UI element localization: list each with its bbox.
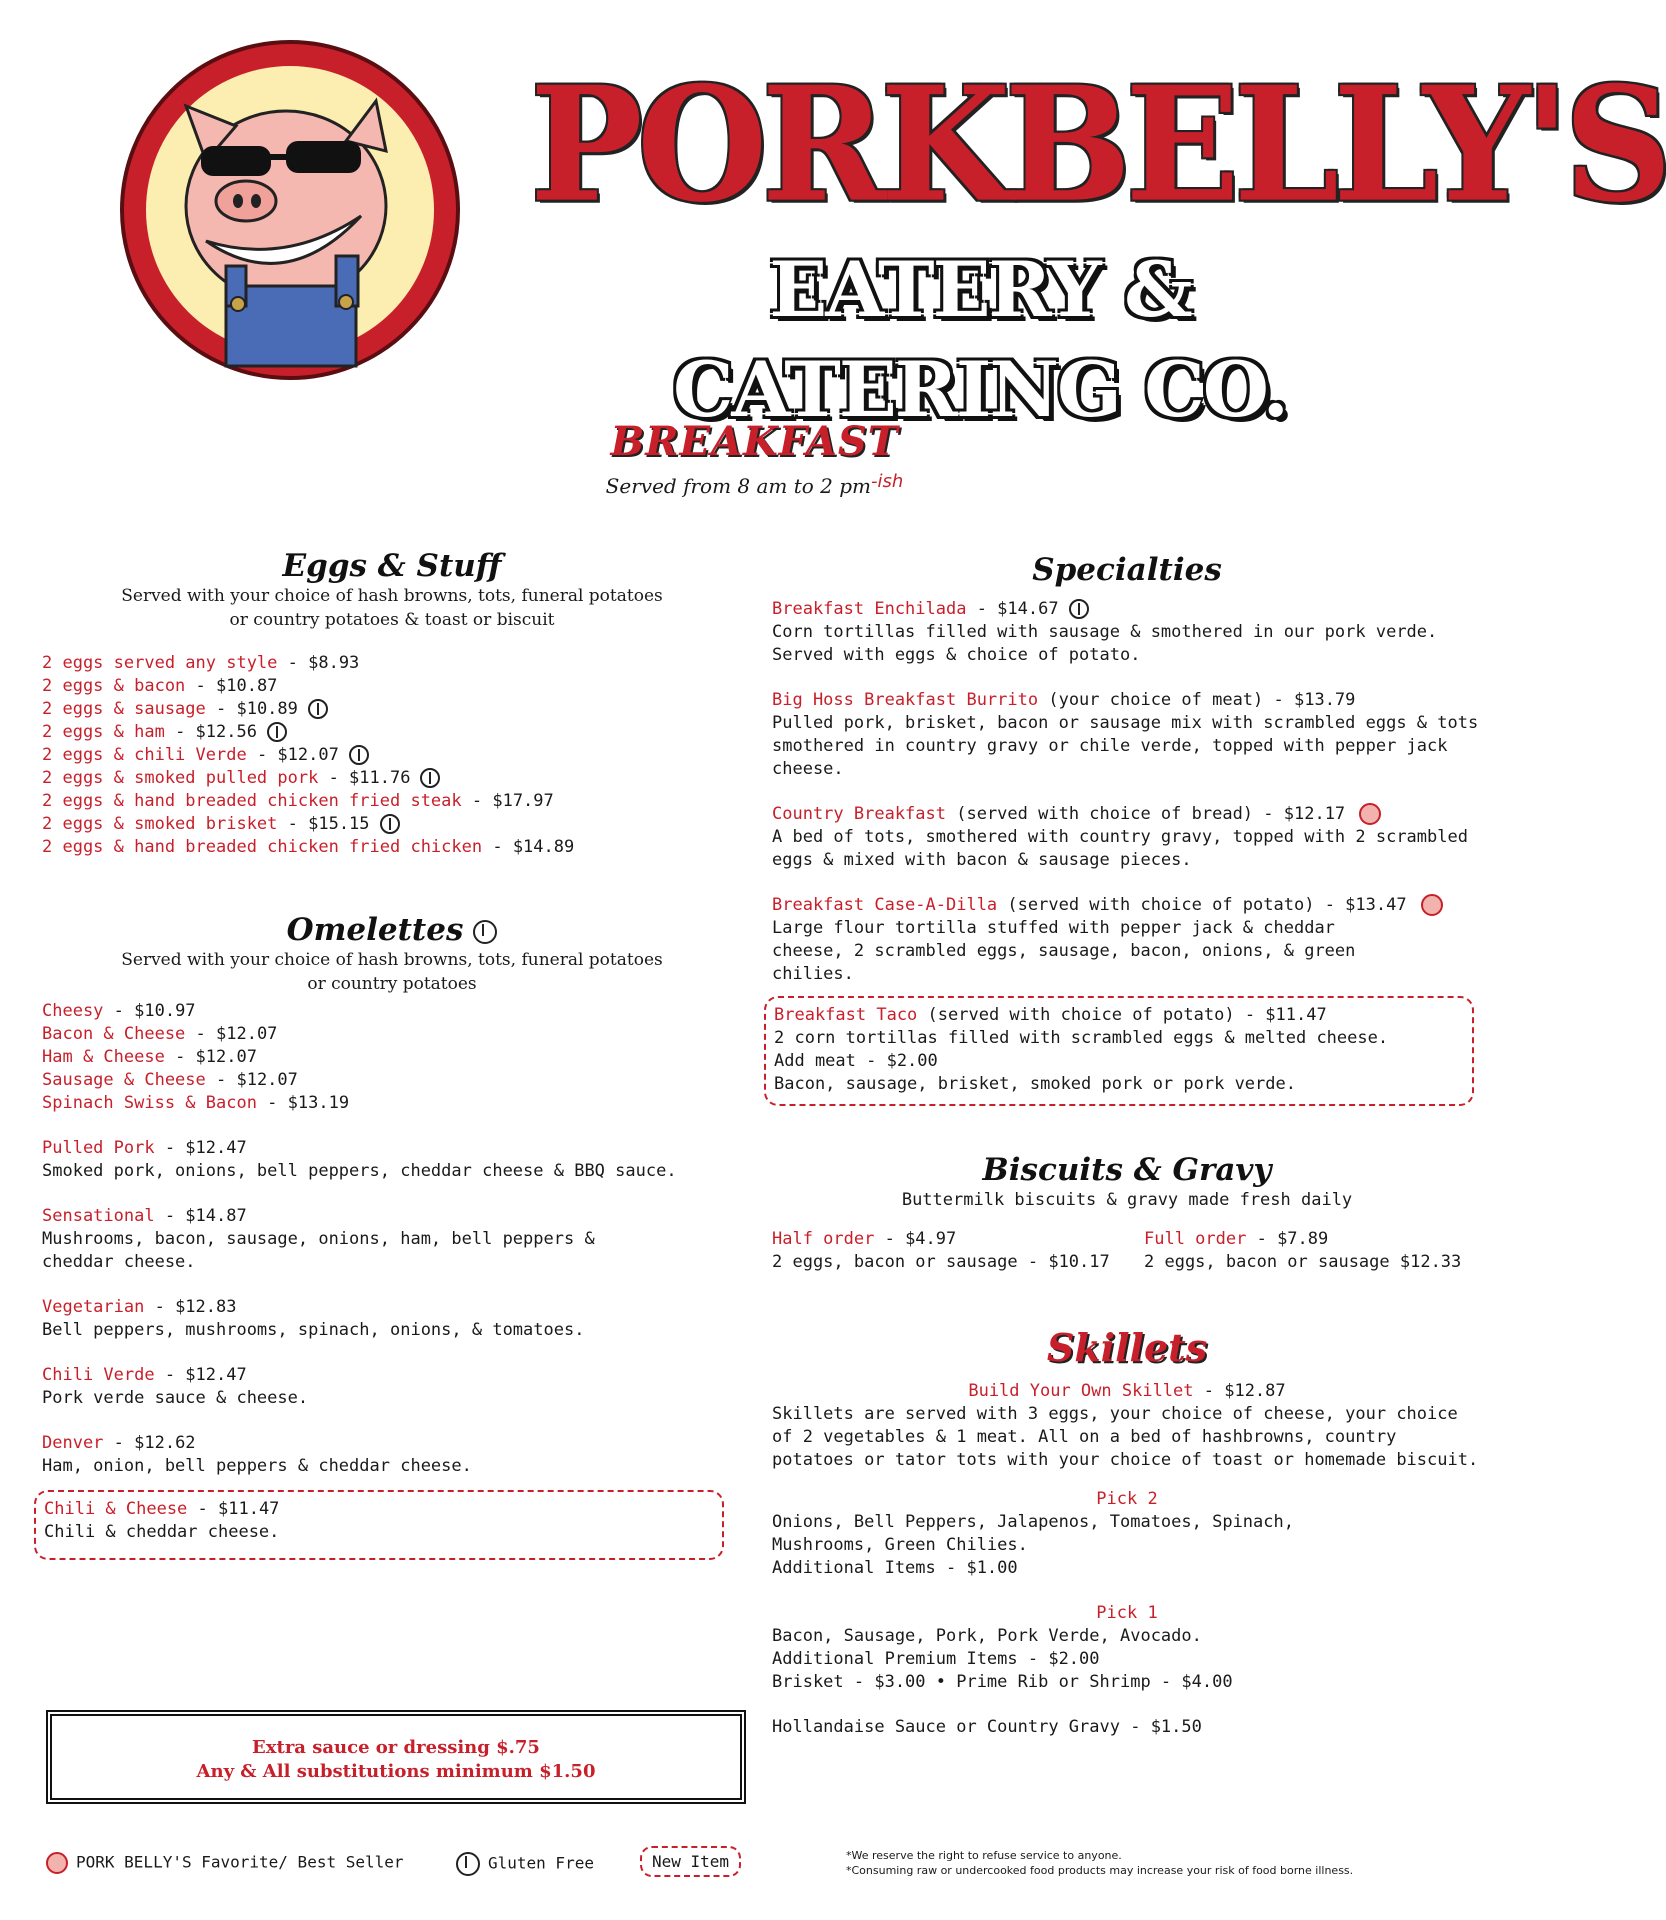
subtitle-line: Served with your choice of hash browns, tots, funeral potatoes xyxy=(121,586,663,606)
item-name: Chili Verde xyxy=(42,1365,155,1385)
sauce-line: Hollandaise Sauce or Country Gravy - $1.50 xyxy=(772,1717,1202,1737)
item-price: - $14.87 xyxy=(154,1206,247,1226)
item-addon-description: Bacon, sausage, brisket, smoked pork or pork verde. xyxy=(774,1074,1296,1094)
section-title: Skillets xyxy=(1046,1325,1208,1370)
disclaimer xyxy=(846,1848,1486,1878)
pick2-line: Additional Items - $1.00 xyxy=(772,1558,1018,1578)
menu-item xyxy=(42,1432,742,1478)
item-name: 2 eggs & smoked brisket xyxy=(42,814,278,834)
item-price: - $10.87 xyxy=(185,676,278,696)
menu-item xyxy=(42,675,742,698)
item-name: Breakfast Enchilada xyxy=(772,599,967,619)
item-name: Breakfast Taco xyxy=(774,1005,918,1025)
disclaimer-line: *Consuming raw or undercooked food products may increase your risk of food borne illness. xyxy=(846,1864,1354,1877)
item-name: Spinach Swiss & Bacon xyxy=(42,1093,257,1113)
menu-item xyxy=(42,721,742,744)
menu-item xyxy=(42,813,742,836)
menu-item xyxy=(772,598,1482,667)
gluten-free-icon xyxy=(1069,599,1089,619)
legend-new-item xyxy=(640,1846,741,1877)
extras-notice xyxy=(46,1710,746,1804)
item-price: - $10.89 xyxy=(205,699,298,719)
favorite-pig-icon xyxy=(1421,894,1443,916)
half-order xyxy=(772,1228,1110,1274)
pick1-line: Additional Premium Items - $2.00 xyxy=(772,1649,1100,1669)
menu-item xyxy=(42,1046,742,1069)
item-name: Sensational xyxy=(42,1206,155,1226)
item-description: Large flour tortilla stuffed with pepper jack & cheddar cheese, 2 scrambled eggs, sausage, bacon, onions, & green chilies. xyxy=(772,918,1356,984)
item-price: - $12.07 xyxy=(164,1047,257,1067)
item-description: Smoked pork, onions, bell peppers, cheddar cheese & BBQ sauce. xyxy=(42,1161,677,1181)
menu-item xyxy=(42,1023,742,1046)
legend-favorite xyxy=(46,1852,404,1874)
eggs-stuff-section xyxy=(42,548,742,859)
item-price: - $12.47 xyxy=(154,1365,247,1385)
item-price: - $12.17 xyxy=(1253,804,1346,824)
pick1-line: Brisket - $3.00 • Prime Rib or Shrimp - $4.00 xyxy=(772,1672,1233,1692)
item-name: Chili & Cheese xyxy=(44,1499,188,1519)
item-price: - $12.07 xyxy=(246,745,339,765)
item-description: 2 eggs, bacon or sausage - $10.17 xyxy=(772,1252,1110,1272)
item-price: - $15.15 xyxy=(277,814,370,834)
gluten-free-icon xyxy=(308,699,328,719)
menu-item xyxy=(42,1205,742,1274)
section-title: Omelettes xyxy=(286,912,464,948)
skillets-section xyxy=(772,1325,1482,1739)
section-title: Specialties xyxy=(1032,552,1222,588)
new-item-box xyxy=(34,1490,724,1560)
omelettes-simple-list xyxy=(42,1000,742,1115)
item-price: - $12.47 xyxy=(154,1138,247,1158)
item-description: Pork verde sauce & cheese. xyxy=(42,1388,309,1408)
new-item-badge: New Item xyxy=(640,1846,741,1877)
legend-label: PORK BELLY'S Favorite/ Best Seller xyxy=(76,1852,404,1872)
build-skillet xyxy=(772,1380,1482,1403)
full-order xyxy=(1144,1228,1461,1274)
item-price: - $12.83 xyxy=(144,1297,237,1317)
item-name: Full order xyxy=(1144,1229,1247,1249)
item-description: Ham, onion, bell peppers & cheddar cheese. xyxy=(42,1456,472,1476)
item-price: - $12.62 xyxy=(103,1433,196,1453)
item-description: Pulled pork, brisket, bacon or sausage mix with scrambled eggs & tots smothered in country gravy or chile verde, topped with pepper jack cheese. xyxy=(772,713,1479,779)
menu-item xyxy=(42,698,742,721)
extras-line: Any & All substitutions minimum $1.50 xyxy=(196,1761,596,1782)
item-name: Build Your Own Skillet xyxy=(968,1381,1194,1401)
item-price: - $7.89 xyxy=(1246,1229,1329,1249)
item-name: 2 eggs & chili Verde xyxy=(42,745,247,765)
item-description: Skillets are served with 3 eggs, your choice of cheese, your choice of 2 vegetables & 1 meat. All on a bed of hashbrowns, country potatoes or tator tots with your choice of toast or homemade biscuit. xyxy=(772,1404,1479,1470)
item-price: - $14.67 xyxy=(966,599,1059,619)
subtitle-line: or country potatoes xyxy=(307,974,477,994)
menu-item xyxy=(42,652,742,675)
omelettes-detailed-list xyxy=(42,1137,742,1560)
item-price: - $13.79 xyxy=(1263,690,1356,710)
pick1-line: Bacon, Sausage, Pork, Pork Verde, Avocado. xyxy=(772,1626,1202,1646)
section-title: Biscuits & Gravy xyxy=(982,1152,1272,1188)
eggs-list xyxy=(42,652,742,859)
gluten-free-icon xyxy=(473,920,497,944)
legend-label: Gluten Free xyxy=(488,1853,594,1873)
breakfast-hours xyxy=(0,471,1509,498)
item-addon: Add meat - $2.00 xyxy=(774,1051,938,1071)
gluten-free-icon xyxy=(267,722,287,742)
hours-text: Served from 8 am to 2 pm xyxy=(605,474,872,498)
menu-item xyxy=(772,803,1482,872)
subtitle-line: Served with your choice of hash browns, tots, funeral potatoes xyxy=(121,950,663,970)
item-name: Bacon & Cheese xyxy=(42,1024,186,1044)
pick1-title: Pick 1 xyxy=(1096,1603,1158,1623)
gluten-free-icon xyxy=(380,814,400,834)
item-name: Denver xyxy=(42,1433,104,1453)
pick2-line: Onions, Bell Peppers, Jalapenos, Tomatoes, Spinach, xyxy=(772,1512,1294,1532)
disclaimer-line: *We reserve the right to refuse service to anyone. xyxy=(846,1849,1122,1862)
menu-item xyxy=(42,767,742,790)
menu-item xyxy=(42,1137,742,1183)
favorite-pig-icon xyxy=(1359,803,1381,825)
item-name: Vegetarian xyxy=(42,1297,145,1317)
hours-suffix: -ish xyxy=(871,471,904,492)
item-description: Chili & cheddar cheese. xyxy=(44,1522,280,1542)
omelettes-section xyxy=(42,912,742,1560)
menu-item xyxy=(772,894,1482,986)
item-price: - $11.47 xyxy=(1234,1005,1327,1025)
breakfast-title: BREAKFAST xyxy=(610,418,899,465)
item-price: - $11.47 xyxy=(187,1499,280,1519)
item-price: - $12.07 xyxy=(185,1024,278,1044)
extras-line: Extra sauce or dressing $.75 xyxy=(252,1737,540,1758)
brand-name: PORKBELLY'S xyxy=(530,52,1666,238)
item-price: - $4.97 xyxy=(874,1229,957,1249)
item-name: 2 eggs & hand breaded chicken fried steak xyxy=(42,791,462,811)
menu-item xyxy=(42,1364,742,1410)
item-price: - $13.19 xyxy=(256,1093,350,1113)
gluten-free-icon xyxy=(456,1852,480,1876)
item-price: - $17.97 xyxy=(461,791,554,811)
item-name: Country Breakfast xyxy=(772,804,946,824)
item-description: Mushrooms, bacon, sausage, onions, ham, bell peppers & cheddar cheese. xyxy=(42,1229,595,1272)
item-name: 2 eggs & smoked pulled pork xyxy=(42,768,319,788)
item-price: - $10.97 xyxy=(103,1001,196,1021)
section-title: Eggs & Stuff xyxy=(282,548,502,584)
item-note: (served with choice of potato) xyxy=(997,895,1315,915)
subtitle-line: or country potatoes & toast or biscuit xyxy=(229,610,555,630)
menu-item xyxy=(42,1296,742,1342)
menu-item xyxy=(42,1092,742,1115)
item-description: 2 corn tortillas filled with scrambled eggs & melted cheese. xyxy=(774,1028,1389,1048)
item-price: - $12.07 xyxy=(205,1070,298,1090)
brand-subtitle: EATERY & CATERING CO. xyxy=(672,245,1288,434)
item-description: Bell peppers, mushrooms, spinach, onions, & tomatoes. xyxy=(42,1320,585,1340)
section-title-row xyxy=(42,912,742,948)
menu-item xyxy=(42,836,742,859)
item-name: Ham & Cheese xyxy=(42,1047,165,1067)
section-subtitle xyxy=(42,584,742,632)
menu-item xyxy=(42,1069,742,1092)
item-name: 2 eggs served any style xyxy=(42,653,278,673)
item-name: 2 eggs & ham xyxy=(42,722,165,742)
item-name: Cheesy xyxy=(42,1001,104,1021)
item-description: A bed of tots, smothered with country gravy, topped with 2 scrambled eggs & mixed with bacon & sausage pieces. xyxy=(772,827,1468,870)
item-note: (served with choice of bread) xyxy=(946,804,1254,824)
item-price: - $11.76 xyxy=(318,768,411,788)
section-subtitle: Buttermilk biscuits & gravy made fresh daily xyxy=(901,1190,1353,1210)
favorite-pig-icon xyxy=(46,1852,68,1874)
item-name: 2 eggs & hand breaded chicken fried chicken xyxy=(42,837,483,857)
item-note: (served with choice of potato) xyxy=(917,1005,1235,1025)
pig-mascot-logo xyxy=(120,40,460,380)
gluten-free-icon xyxy=(420,768,440,788)
item-name: Sausage & Cheese xyxy=(42,1070,206,1090)
item-description: Corn tortillas filled with sausage & smothered in our pork verde. Served with eggs & choice of potato. xyxy=(772,622,1438,665)
item-name: Big Hoss Breakfast Burrito xyxy=(772,690,1039,710)
item-price: - $12.87 xyxy=(1193,1381,1286,1401)
new-item-box xyxy=(764,996,1474,1106)
item-price: - $12.56 xyxy=(164,722,257,742)
item-note: (your choice of meat) xyxy=(1038,690,1264,710)
menu-item xyxy=(42,744,742,767)
specialties-section xyxy=(772,552,1482,1106)
item-price: - $8.93 xyxy=(277,653,360,673)
item-price: - $14.89 xyxy=(482,837,575,857)
item-description: 2 eggs, bacon or sausage $12.33 xyxy=(1144,1252,1462,1272)
pick2-title: Pick 2 xyxy=(1096,1489,1158,1509)
pick2-line: Mushrooms, Green Chilies. xyxy=(772,1535,1028,1555)
item-price: - $13.47 xyxy=(1314,895,1407,915)
menu-item xyxy=(42,790,742,813)
biscuits-gravy-section xyxy=(772,1152,1482,1278)
menu-item xyxy=(42,1000,742,1023)
item-name: Pulled Pork xyxy=(42,1138,155,1158)
item-name: Breakfast Case-A-Dilla xyxy=(772,895,998,915)
item-name: 2 eggs & sausage xyxy=(42,699,206,719)
pig-mascot-icon xyxy=(146,66,434,354)
legend-gluten-free xyxy=(456,1852,594,1876)
gluten-free-icon xyxy=(349,745,369,765)
section-subtitle xyxy=(42,948,742,996)
item-name: Half order xyxy=(772,1229,875,1249)
menu-item xyxy=(772,689,1482,781)
item-name: 2 eggs & bacon xyxy=(42,676,186,696)
biscuits-options xyxy=(772,1228,1482,1278)
